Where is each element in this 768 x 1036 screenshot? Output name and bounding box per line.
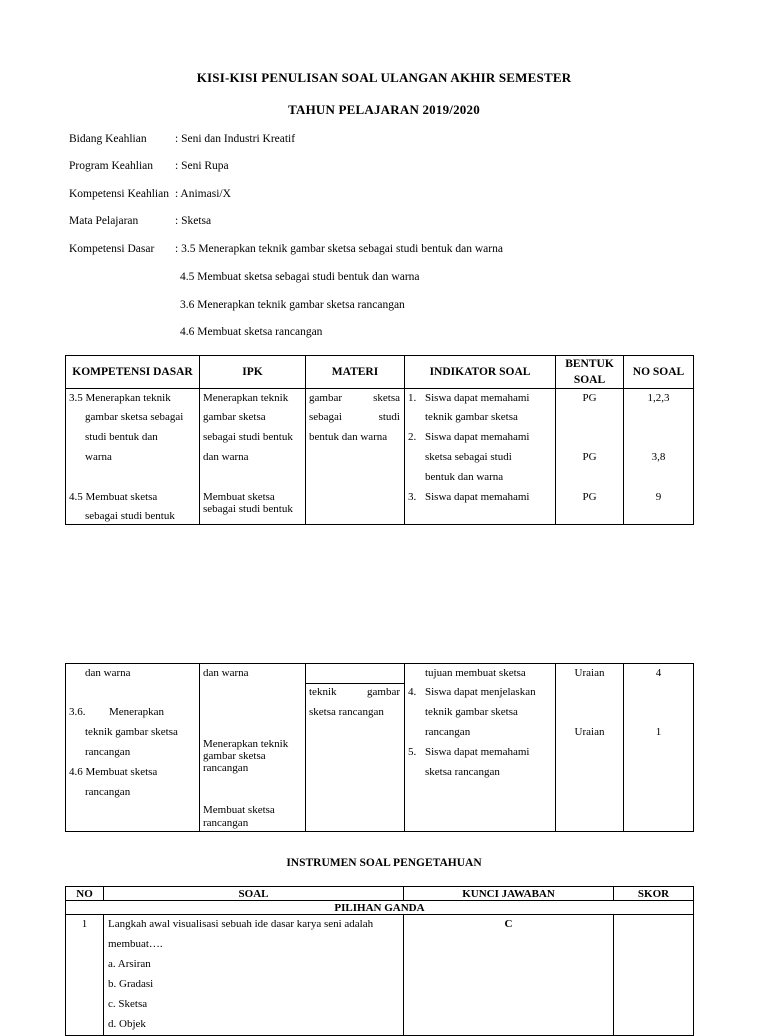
list-number: 1. <box>408 392 417 404</box>
option-d: d. Objek <box>108 1018 146 1030</box>
cell-ipk <box>200 389 306 525</box>
info-row-mapel <box>0 215 768 229</box>
col-header-ipk: IPK <box>200 356 306 389</box>
cell-text: bentuk dan warna <box>309 431 388 443</box>
cell-text: sketsa <box>373 392 400 404</box>
col-header-indikator-text: INDIKATOR SOAL <box>429 366 531 378</box>
cell-text: dan warna <box>85 667 131 679</box>
cell-bentuk <box>556 389 624 525</box>
question-text: membuat…. <box>108 938 163 950</box>
info-label: Kompetensi Dasar <box>69 243 155 255</box>
cell-text: PG <box>582 392 597 404</box>
cell-text: Siswa dapat memahami <box>425 392 530 404</box>
cell-text: dan warna <box>203 451 249 463</box>
question-text: Langkah awal visualisasi sebuah ide dasar karya seni adalah <box>108 918 374 930</box>
cell-text: gambar sketsa <box>203 411 266 423</box>
info-row-kompetensi-keahlian <box>0 188 768 202</box>
cell-text: sebagai studi bentuk <box>203 431 293 443</box>
cell-ipk <box>200 664 306 832</box>
cell-no-soal <box>624 664 694 832</box>
q1-soal <box>104 915 404 1036</box>
cell-text: 3.5 Menerapkan teknik <box>69 392 171 404</box>
list-number: 5. <box>408 746 417 758</box>
cell-text: dan warna <box>203 667 249 679</box>
inst-header-kunci: KUNCI JAWABAN <box>404 887 614 901</box>
info-label: Mata Pelajaran <box>69 215 139 227</box>
cell-text: sketsa rancangan <box>309 706 384 718</box>
list-number: 3. <box>408 491 417 503</box>
kd-line: 4.5 Membuat sketsa sebagai studi bentuk dan warna <box>180 271 420 283</box>
document-title: KISI-KISI PENULISAN SOAL ULANGAN AKHIR SEMESTER <box>196 70 572 85</box>
cell-text: gambar <box>367 686 400 698</box>
cell-text: sebagai <box>309 411 342 423</box>
cell-text: 1 <box>655 726 662 738</box>
cell-text: 1,2,3 <box>647 392 670 404</box>
info-value: : Sketsa <box>175 215 212 227</box>
cell-kd <box>66 664 200 832</box>
q1-no <box>66 915 104 1036</box>
kisi-table-page2 <box>65 663 694 832</box>
cell-text: 9 <box>655 491 662 503</box>
q1-kunci <box>404 915 614 1036</box>
kisi-table-page1 <box>65 355 694 525</box>
info-row-bidang <box>0 133 768 147</box>
q1-skor <box>614 915 694 1036</box>
cell-text: gambar sketsa sebagai <box>85 411 184 423</box>
option-b: b. Gradasi <box>108 978 154 990</box>
cell-text: Menerapkan <box>109 706 164 718</box>
kd-line: 3.6 Menerapkan teknik gambar sketsa rancangan <box>180 299 405 311</box>
inst-header-no: NO <box>66 887 104 901</box>
cell-text: teknik <box>309 686 337 698</box>
question-number: 1 <box>81 918 88 930</box>
col-header-bentuk-line1: BENTUK <box>565 358 614 370</box>
cell-text: sketsa rancangan <box>425 766 500 778</box>
cell-text: PG <box>582 451 597 463</box>
cell-text: tujuan membuat sketsa <box>425 667 526 679</box>
cell-text: Menerapkan teknik <box>203 738 289 750</box>
cell-text: 3.6. <box>69 706 86 718</box>
cell-kd <box>66 389 200 525</box>
cell-bentuk <box>556 664 624 832</box>
info-value: : 3.5 Menerapkan teknik gambar sketsa sebagai studi bentuk dan warna <box>175 243 503 255</box>
cell-text: rancangan <box>85 786 131 798</box>
col-header-kd: KOMPETENSI DASAR <box>66 356 200 389</box>
cell-text: sketsa sebagai studi <box>425 451 512 463</box>
cell-text: warna <box>85 451 112 463</box>
info-row-program <box>0 160 768 174</box>
cell-text: rancangan <box>203 817 249 829</box>
cell-text: studi bentuk dan <box>85 431 158 443</box>
cell-text: Siswa dapat menjelaskan <box>425 686 536 698</box>
cell-text: gambar sketsa <box>203 750 266 762</box>
materi-top-divider <box>306 664 404 684</box>
cell-indikator <box>405 389 556 525</box>
info-label: Program Keahlian <box>69 160 153 172</box>
cell-text: teknik gambar sketsa <box>425 706 518 718</box>
info-value: : Seni dan Industri Kreatif <box>175 133 296 145</box>
option-c: c. Sketsa <box>108 998 148 1010</box>
cell-text: Membuat sketsa <box>203 491 275 503</box>
info-row-kd <box>0 243 768 257</box>
cell-text: Siswa dapat memahami <box>425 491 530 503</box>
info-value: : Animasi/X <box>175 188 231 200</box>
cell-text: 4 <box>655 667 662 679</box>
col-header-bentuk-line2: SOAL <box>573 374 606 386</box>
inst-header-skor: SKOR <box>614 887 694 901</box>
cell-text: Menerapkan teknik <box>203 392 289 404</box>
cell-no-soal <box>624 389 694 525</box>
option-a: a. Arsiran <box>108 958 151 970</box>
instrumen-title: INSTRUMEN SOAL PENGETAHUAN <box>286 857 482 869</box>
col-header-materi: MATERI <box>306 356 405 389</box>
cell-text: rancangan <box>203 762 249 774</box>
cell-indikator <box>405 664 556 832</box>
cell-text: Siswa dapat memahami <box>425 431 530 443</box>
info-value: : Seni Rupa <box>175 160 229 172</box>
academic-year: TAHUN PELAJARAN 2019/2020 <box>288 102 480 117</box>
cell-text: gambar <box>309 392 342 404</box>
cell-text: 4.6 Membuat sketsa <box>69 766 158 778</box>
inst-header-soal: SOAL <box>104 887 404 901</box>
cell-text: PG <box>582 491 597 503</box>
cell-text: 4.5 Membuat sketsa <box>69 491 158 503</box>
cell-materi <box>306 664 405 832</box>
list-number: 2. <box>408 431 417 443</box>
cell-text: studi <box>378 411 400 423</box>
answer-key: C <box>504 918 513 930</box>
cell-text: bentuk dan warna <box>425 471 504 483</box>
cell-text: 3,8 <box>651 451 666 463</box>
cell-text: rancangan <box>85 746 131 758</box>
kd-line: 4.6 Membuat sketsa rancangan <box>180 326 323 338</box>
cell-text: Uraian <box>574 667 605 679</box>
cell-text: rancangan <box>425 726 471 738</box>
instrumen-table <box>65 886 694 1036</box>
cell-materi <box>306 389 405 525</box>
list-number: 4. <box>408 686 417 698</box>
cell-text: teknik gambar sketsa <box>85 726 178 738</box>
col-header-indikator <box>405 356 556 389</box>
cell-text: Uraian <box>574 726 605 738</box>
info-label: Kompetensi Keahlian <box>69 188 169 200</box>
section-pilihan-ganda: PILIHAN GANDA <box>66 901 694 915</box>
col-header-bentuk <box>556 356 624 389</box>
cell-text: sebagai studi bentuk <box>85 510 175 522</box>
info-label: Bidang Keahlian <box>69 133 147 145</box>
col-header-no-soal: NO SOAL <box>624 356 694 389</box>
cell-text: Membuat sketsa <box>203 804 275 816</box>
cell-text: Siswa dapat memahami <box>425 746 530 758</box>
cell-text: teknik gambar sketsa <box>425 411 518 423</box>
cell-text: sebagai studi bentuk <box>203 503 293 515</box>
